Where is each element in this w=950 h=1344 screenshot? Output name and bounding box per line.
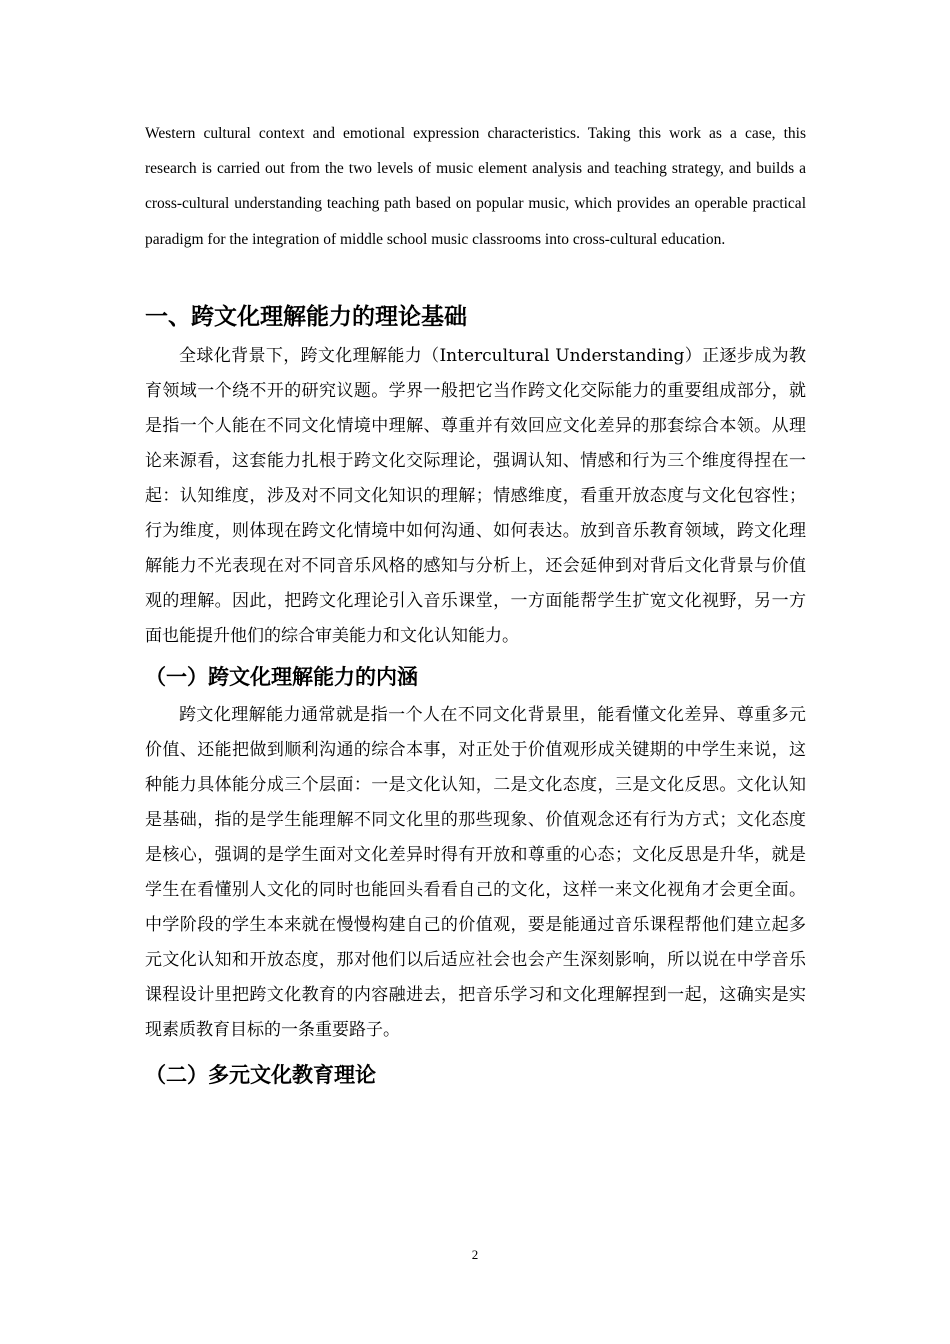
subsection-heading-1: （一）跨文化理解能力的内涵	[145, 664, 418, 689]
section-paragraph: 全球化背景下，跨文化理解能力（Intercultural Understanding）正逐步成为教育领域一个绕不开的研究议题。学界一般把它当作跨文化交际能力的重要组成部分，就是指一个人能在不同文化情境中理解、尊重并有效回应文化差异的那套综合本领。从理论来源看，这套能力扎根于跨文化交际理论，强调认知、情感和行为三个维度得捏在一起：认知维度，涉及对不同文化知识的理解；情感维度，看重开放态度与文化包容性；行为维度，则体现在跨文化情境中如何沟通、如何表达。放到音乐教育领域，跨文化理解能力不光表现在对不同音乐风格的感知与分析上，还会延伸到对背后文化背景与价值观的理解。因此，把跨文化理论引入音乐课堂，一方面能帮学生扩宽文化视野，另一方面也能提升他们的综合审美能力和文化认知能力。	[145, 345, 806, 646]
page-number: 2	[471, 1247, 479, 1262]
page-body	[145, 116, 806, 1096]
abstract-continuation: Western cultural context and emotional expression characteristics. Taking this work as a case, this research is carried out from the two levels of music element analysis and teaching strategy, and builds a cross-cultural understanding teaching path based on popular music, which provides an operable practical paradigm for the integration of middle school music classrooms into cross-cultural education.	[145, 125, 806, 248]
subsection-paragraph-1: 跨文化理解能力通常就是指一个人在不同文化背景里，能看懂文化差异、尊重多元价值、还能把做到顺利沟通的综合本事，对正处于价值观形成关键期的中学生来说，这种能力具体能分成三个层面：一是文化认知，二是文化态度，三是文化反思。文化认知是基础，指的是学生能理解不同文化里的那些现象、价值观念还有行为方式；文化态度是核心，强调的是学生面对文化差异时得有开放和尊重的心态；文化反思是升华，就是学生在看懂别人文化的同时也能回头看看自己的文化，这样一来文化视角才会更全面。中学阶段的学生本来就在慢慢构建自己的价值观，要是能通过音乐课程帮他们建立起多元文化认知和开放态度，那对他们以后适应社会也会产生深刻影响，所以说在中学音乐课程设计里把跨文化教育的内容融进去，把音乐学习和文化理解捏到一起，这确实是实现素质教育目标的一条重要路子。	[145, 704, 806, 1040]
section-heading: 一、跨文化理解能力的理论基础	[145, 303, 467, 330]
subsection-heading-2: （二）多元文化教育理论	[145, 1062, 376, 1087]
